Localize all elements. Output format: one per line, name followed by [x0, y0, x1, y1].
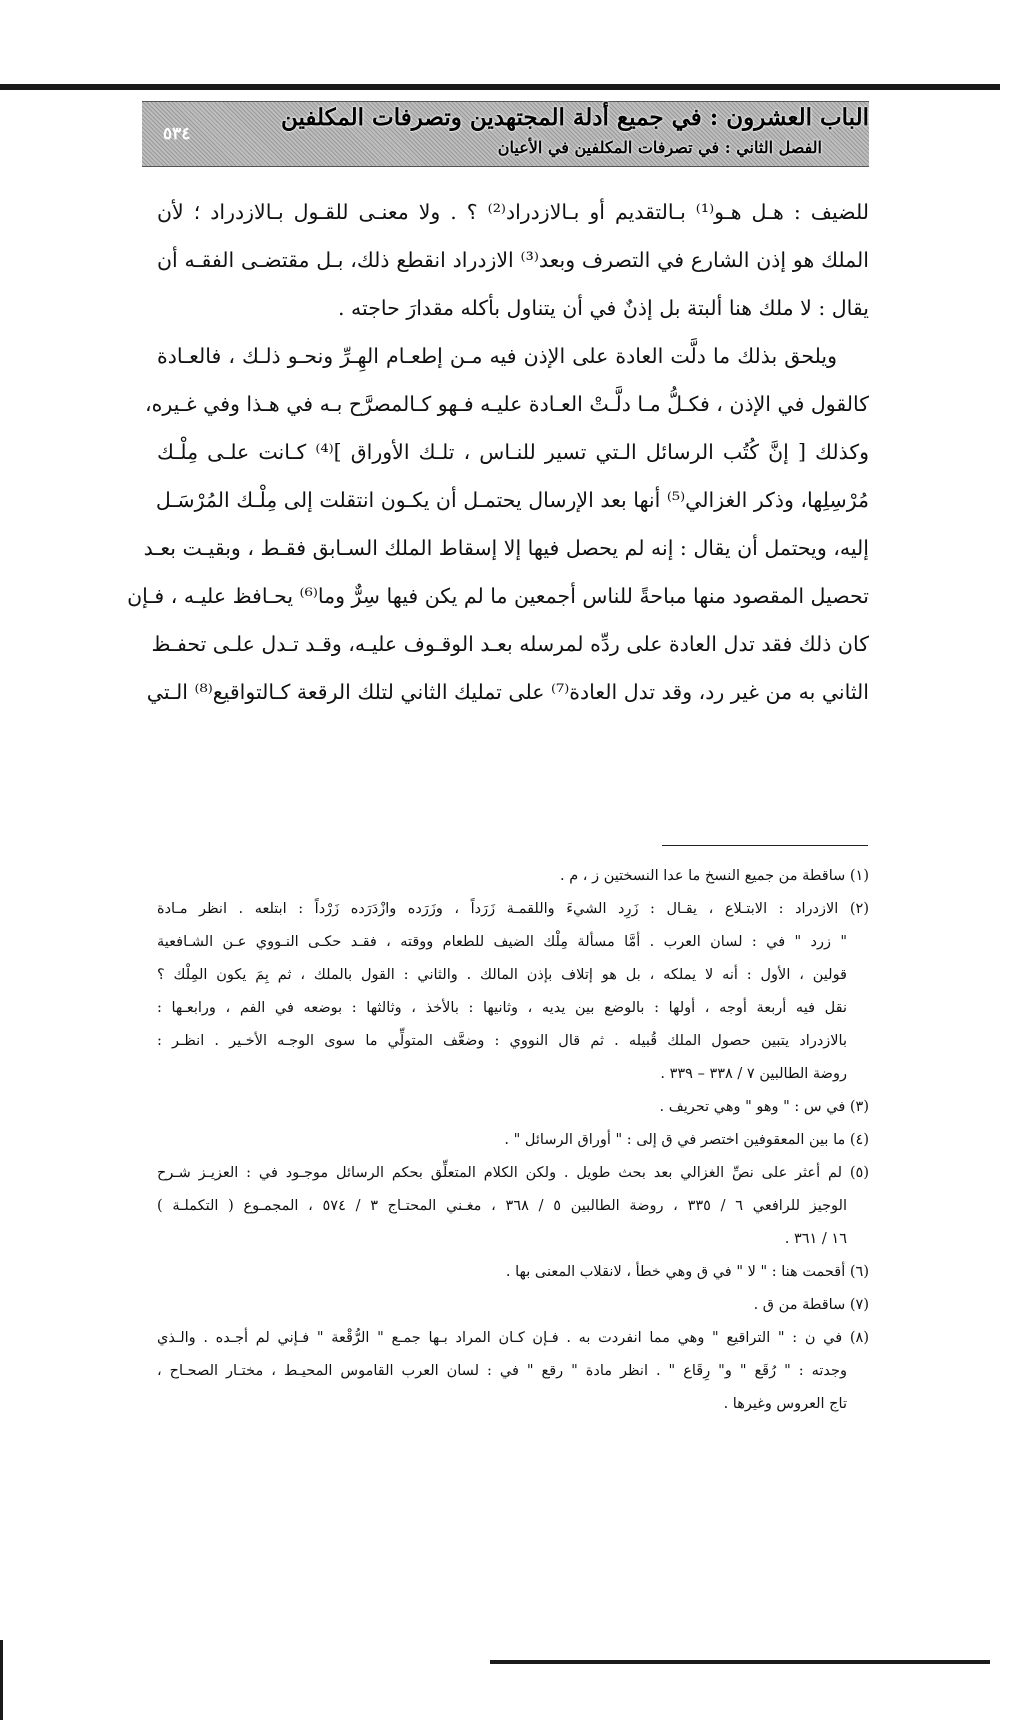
text-line: الملك هو إذن الشارع في التصرف وبعد⁽³⁾ الازدراد انقطع ذلك، بـل مقتضـى الفقـه أن [157, 248, 869, 272]
text-line: كان ذلك فقد تدل العادة على ردِّه لمرسله بعـد الوقـوف عليـه، وقـد تـدل علـى تحفـظ [151, 632, 869, 656]
running-header-title: الباب العشرون : في جميع أدلة المجتهدين وتصرفات المكلفين [280, 104, 869, 131]
footnote-line: قولين ، الأول : أنه لا يملكه ، بل هو إتلاف بإذن المالك . والثاني : القول بالملك ، ثم بِمَ يكون المِلْك ؟ [157, 967, 847, 983]
top-rule [0, 84, 1000, 90]
page-edge-mark [0, 1640, 3, 1720]
footnote-line: روضة الطالبين ٧ / ٣٣٨ – ٣٣٩ . [660, 1066, 847, 1082]
footnote-line: (٨) في ن : " التراقيع " وهي مما انفردت به . فـإن كـان المراد بـها جمـع " الرُّقْعة " فـإني لم أجـده . والـذي [157, 1330, 869, 1346]
page-number: ٥٣٤ [163, 124, 191, 144]
footnote-line: (١) ساقطة من جميع النسخ ما عدا النسختين ز ، م . [559, 868, 869, 884]
text-line: للضيف : هـل هـو⁽¹⁾ بـالتقديم أو بـالازدراد⁽²⁾ ؟ . ولا معنـى للقـول بـالازدراد ؛ لأن [157, 200, 869, 224]
text-line: يقال : لا ملك هنا ألبتة بل إذنٌ في أن يتناول بأكله مقدارَ حاجته . [338, 296, 869, 320]
text-line: كالقول في الإذن ، فكـلُّ مـا دلَّـتْ العـادة عليـه فـهو كـالمصرَّح بـه في هـذا وفي غـيره، [145, 392, 869, 416]
text-line: وكذلك [ إنَّ كُتُب الرسائل الـتي تسير للنـاس ، تلـك الأوراق ]⁽⁴⁾ كـانت علـى مِلْـك [157, 440, 869, 464]
main-text [127, 188, 869, 716]
footnote-line: (٤) ما بين المعقوفين اختصر في ق إلى : " أوراق الرسائل " . [504, 1132, 869, 1148]
footnote-line: (٧) ساقطة من ق . [753, 1297, 869, 1313]
footnote-line: تاج العروس وغيرها . [723, 1396, 847, 1412]
text-line: الثاني به من غير رد، وقد تدل العادة⁽⁷⁾ على تمليك الثاني لتلك الرقعة كـالتواقيع⁽⁸⁾ الـتي [146, 680, 869, 704]
footnote-line: (٦) أقحمت هنا : " لا " في ق وهي خطأ ، لانقلاب المعنى بها . [505, 1264, 869, 1280]
running-header-subtitle: الفصل الثاني : في تصرفات المكلفين في الأعيان [497, 138, 822, 157]
text-line: إليه، ويحتمل أن يقال : إنه لم يحصل فيها إلا إسقاط الملك السـابق فقـط ، وبقيـت بعـد [143, 536, 869, 560]
footnote-line: (٣) في س : " وهو " وهي تحريف . [659, 1099, 869, 1115]
footnote-line: نقل فيه أربعة أوجه ، أولها : بالوضع بين يديه ، وثانيها : بالأخذ ، وثالثها : بوضعه في الفم ، ورابعـها : [157, 1000, 847, 1016]
bottom-rule [490, 1660, 990, 1664]
footnotes [157, 860, 869, 1421]
footnote-separator [662, 845, 868, 846]
footnote-line: وجدته : " رُقَع " و" رِقَاع " . انظر مادة " رقع " في : لسان العرب القاموس المحيـط ، مختـار الصحـاح ، [157, 1363, 847, 1379]
footnote-line: (٥) لم أعثر على نصِّ الغزالي بعد بحث طويل . ولكن الكلام المتعلِّق بحكم الرسائل موجـود في : العزيـز شـرح [157, 1165, 869, 1181]
footnote-line: (٢) الازدراد : الابتـلاع ، يقـال : زَرِد الشيءَ واللقمـة زَرَداً ، وزَرَده وازْدَرَده زَرْداً : ابتلعه . انظر مـادة [157, 901, 869, 917]
text-line: تحصيل المقصود منها مباحةً للناس أجمعين ما لم يكن فيها سِرٌّ وما⁽⁶⁾ يحـافظ عليـه ، فـإن [127, 584, 869, 608]
footnote-line: ١٦ / ٣٦١ . [784, 1231, 847, 1247]
footnote-line: الوجيز للرافعي ٦ / ٣٣٥ ، روضة الطالبين ٥ / ٣٦٨ ، مغـني المحتـاج ٣ / ٥٧٤ ، المجمـوع ( التكملـة ) [157, 1198, 847, 1214]
text-line: ويلحق بذلك ما دلَّت العادة على الإذن فيه مـن إطعـام الهِـرِّ ونحـو ذلـك ، فالعـادة [157, 344, 837, 368]
text-line: مُرْسِلِها، وذكر الغزالي⁽⁵⁾ أنها بعد الإرسال يحتمـل أن يكـون انتقلت إلى مِلْـك المُرْسَـل [155, 488, 869, 512]
footnote-line: بالازدراد يتبين حصول الملك قُبيله . ثم قال النووي : وضعَّف المتولِّي ما سوى الوجـه الأخـير . انظـر : [157, 1033, 847, 1049]
footnote-line: " زرد " في : لسان العرب . أمَّا مسألة مِلْك الضيف للطعام ووقته ، فقـد حكـى النـووي عـن الشـافعية [157, 934, 847, 950]
